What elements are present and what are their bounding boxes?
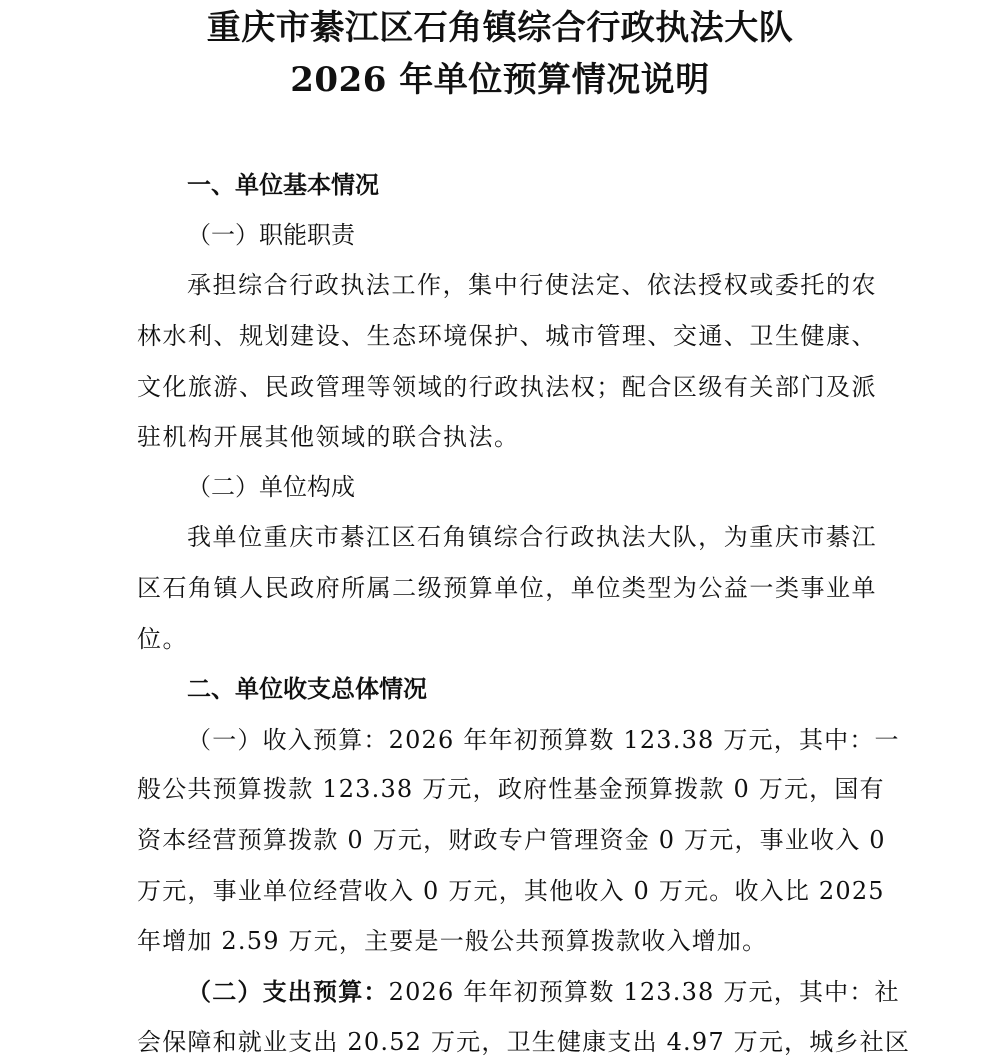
document-title-line1: 重庆市綦江区石角镇综合行政执法大队	[206, 8, 794, 48]
document-title-line2: 2026 年单位预算情况说明	[290, 60, 710, 100]
expense-line-text: 2026 年年初预算数 123.38 万元，其中：社	[388, 978, 900, 1006]
income-line-4: 万元，事业单位经营收入 0 万元，其他收入 0 万元。收入比 2025	[137, 877, 885, 905]
section1-sub2-paragraph: 我单位重庆市綦江区石角镇综合行政执法大队，为重庆市綦江区石角镇人民政府所属二级预算单位，单位类型为公益一类事业单位。	[137, 523, 877, 653]
expense-paragraph-line	[187, 977, 900, 1007]
section1-heading: 一、单位基本情况	[187, 171, 379, 199]
expense-label: （二）支出预算：	[187, 978, 389, 1006]
income-label: （一）收入预算：	[187, 726, 389, 754]
section1-sub2-heading: （二）单位构成	[187, 473, 355, 501]
income-line-2: 般公共预算拨款 123.38 万元，政府性基金预算拨款 0 万元，国有	[137, 775, 885, 803]
income-line-3: 资本经营预算拨款 0 万元，财政专户管理资金 0 万元，事业收入 0	[137, 826, 886, 854]
income-paragraph-line	[187, 725, 900, 755]
section2-heading: 二、单位收支总体情况	[187, 675, 427, 703]
section1-sub1-heading: （一）职能职责	[187, 221, 355, 249]
income-line-5: 年增加 2.59 万元，主要是一般公共预算拨款收入增加。	[137, 927, 768, 955]
expense-line-2: 会保障和就业支出 20.52 万元，卫生健康支出 4.97 万元，城乡社区	[137, 1028, 911, 1056]
income-line-text: 2026 年年初预算数 123.38 万元，其中：一	[388, 726, 900, 754]
section1-sub1-paragraph: 承担综合行政执法工作，集中行使法定、依法授权或委托的农林水利、规划建设、生态环境保护、城市管理、交通、卫生健康、文化旅游、民政管理等领域的行政执法权；配合区级有关部门及派驻机构开展其他领域的联合执法。	[137, 271, 877, 452]
